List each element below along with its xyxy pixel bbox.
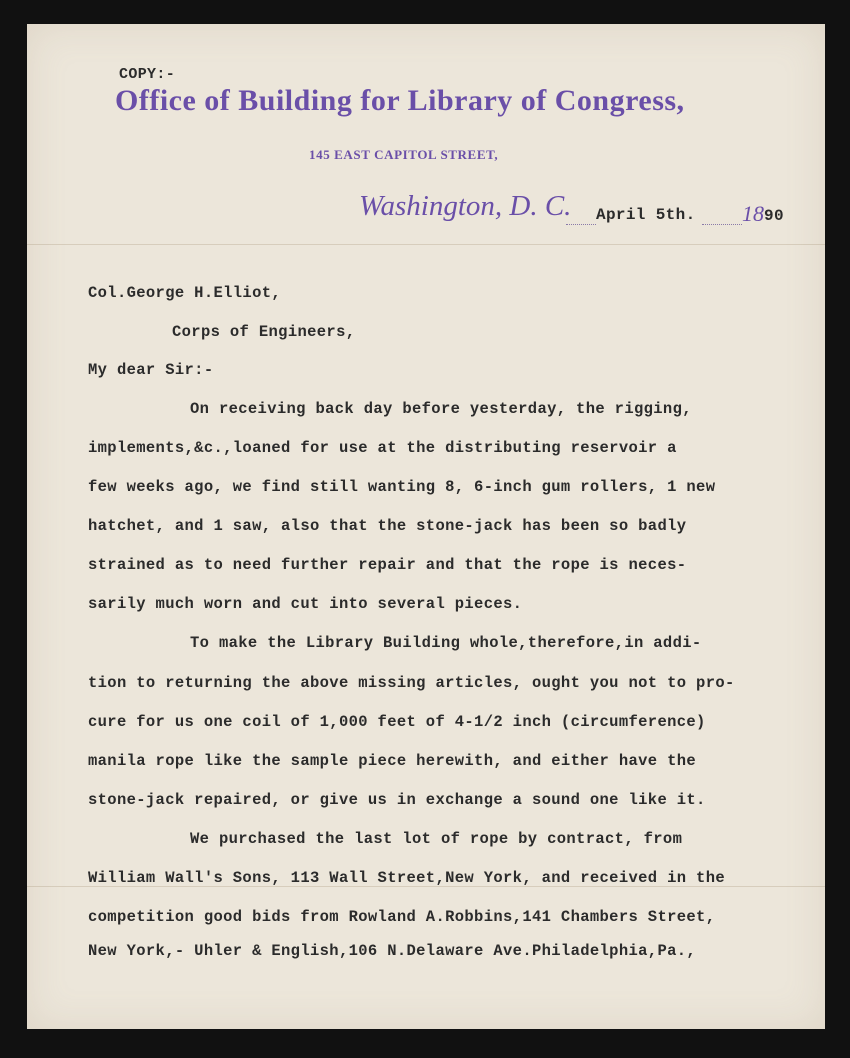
letterhead-place: Washington, D. C. [359,190,572,222]
body-line: tion to returning the above missing articles, ought you not to pro- [88,674,735,692]
body-line: few weeks ago, we find still wanting 8, 6-inch gum rollers, 1 new [88,478,716,496]
body-line: manila rope like the sample piece herewith, and either have the [88,752,697,770]
copy-mark: COPY:- [119,66,176,83]
salutation: My dear Sir:- [88,361,214,379]
body-line: We purchased the last lot of rope by contract, from [190,830,683,848]
paper-fold-line [27,244,825,245]
body-line: William Wall's Sons, 113 Wall Street,New York, and received in the [88,869,725,887]
body-line: sarily much worn and cut into several pieces. [88,595,523,613]
letterhead-street: 145 EAST CAPITOL STREET, [309,147,499,162]
body-line: competition good bids from Rowland A.Robbins,141 Chambers Street, [88,908,716,926]
letter-page [27,24,825,1029]
dotted-rule [566,224,596,225]
body-line: To make the Library Building whole,therefore,in addi- [190,634,702,652]
body-line: strained as to need further repair and that the rope is neces- [88,556,687,574]
body-line: On receiving back day before yesterday, the rigging, [190,400,692,418]
body-line: hatchet, and 1 saw, also that the stone-jack has been so badly [88,517,687,535]
recipient-corps: Corps of Engineers, [172,323,356,341]
letterhead-year-prefix: 18 [742,201,764,226]
letter-year-suffix: 90 [764,207,784,225]
recipient-name: Col.George H.Elliot, [88,284,282,302]
body-line: New York,- Uhler & English,106 N.Delaware Ave.Philadelphia,Pa., [88,942,697,960]
dotted-rule [702,224,742,225]
letterhead-title: Office of Building for Library of Congress, [115,84,685,117]
body-line: implements,&c.,loaned for use at the distributing reservoir a [88,439,677,457]
letter-date: April 5th. [596,206,696,224]
body-line: stone-jack repaired, or give us in exchange a sound one like it. [88,791,706,809]
body-line: cure for us one coil of 1,000 feet of 4-1/2 inch (circumference) [88,713,706,731]
